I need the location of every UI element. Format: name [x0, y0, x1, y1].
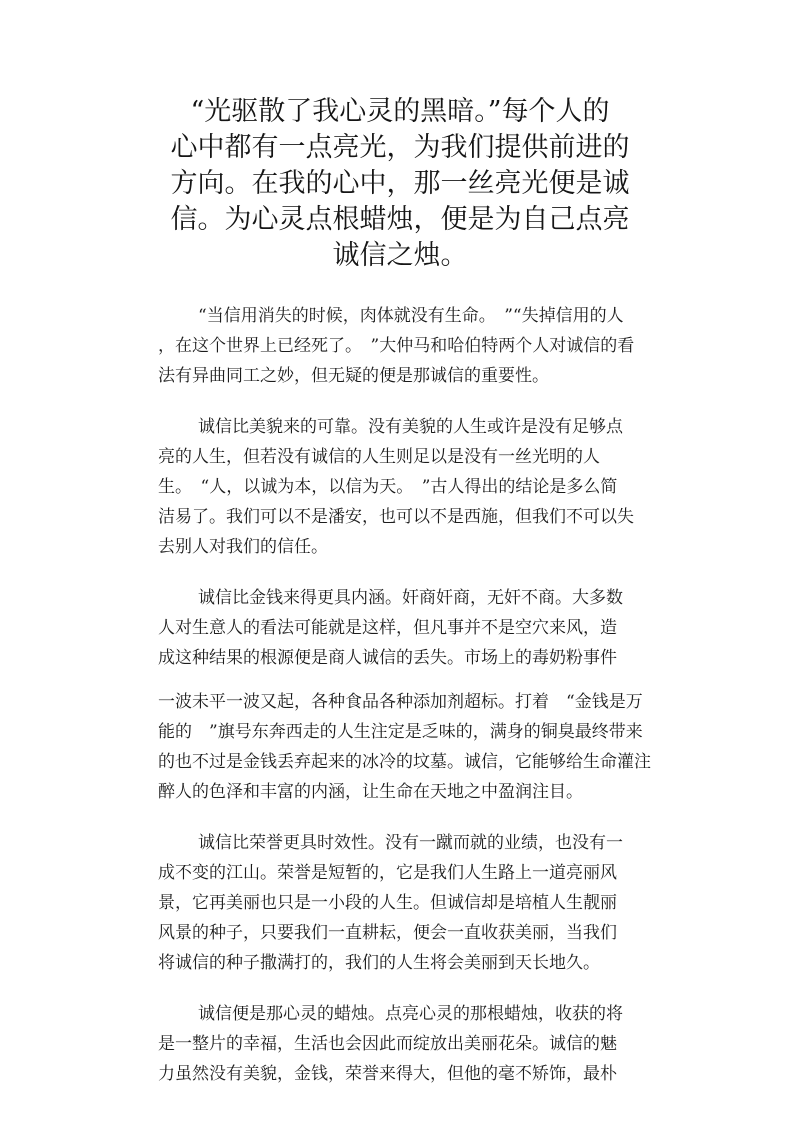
text-line: 能的 ”旗号东奔西走的人生注定是乏味的，满身的铜臭最终带来 — [158, 722, 643, 742]
heading-line: “光驱散了我心灵的黑暗。”每个人的 — [190, 96, 610, 127]
text-line: 风景的种子，只要我们一直耕耘，便会一直收获美丽，当我们 — [158, 923, 617, 943]
text-line: 法有异曲同工之妙，但无疑的便是那诚信的重要性。 — [158, 366, 549, 386]
paragraph-beauty — [158, 412, 678, 562]
text-line: “当信用消失的时候，肉体就没有生命。 ”“失掉信用的人 — [198, 306, 624, 326]
heading-line: 心中都有一点亮光，为我们提供前进的 — [170, 132, 630, 163]
text-line: 将诚信的种子撒满打的，我们的人生将会美丽到天长地久。 — [158, 953, 600, 973]
paragraph-money — [158, 583, 678, 807]
essay-body — [158, 301, 678, 1110]
text-line: 成不变的江山。荣誉是短暂的，它是我们人生路上一道亮丽风 — [158, 863, 617, 883]
essay-heading — [150, 94, 650, 274]
text-line: 诚信便是那心灵的蜡烛。点亮心灵的那根蜡烛，收获的将 — [198, 1004, 623, 1024]
heading-line: 信。为心灵点根蜡烛，便是为自己点亮 — [170, 204, 630, 235]
text-line: 一波未平一波又起，各种食品各种添加剂超标。打着 “金钱是万 — [158, 692, 643, 712]
text-line: 的也不过是金钱丢弃起来的冰冷的坟墓。诚信，它能够给生命灌注 — [158, 752, 651, 772]
text-line: 洁易了。我们可以不是潘安，也可以不是西施，但我们不可以失 — [158, 507, 634, 527]
text-line: 醉人的色泽和丰富的内涵，让生命在天地之中盈润注目。 — [158, 782, 583, 802]
text-line: 成这种结果的根源便是商人诚信的丢失。市场上的毒奶粉事件 — [158, 648, 617, 668]
text-line: 是一整片的幸福，生活也会因此而绽放出美丽花朵。诚信的魅 — [158, 1034, 617, 1054]
text-line: 力虽然没有美貌，金钱，荣誉来得大，但他的毫不矫饰，最朴 — [158, 1064, 617, 1084]
heading-line: 诚信之烛。 — [332, 240, 468, 271]
text-line: 诚信比荣誉更具时效性。没有一蹴而就的业绩，也没有一 — [198, 833, 623, 853]
text-line: 诚信比美貌来的可靠。没有美貌的人生或许是没有足够点 — [198, 417, 623, 437]
text-line: 去别人对我们的信任。 — [158, 537, 328, 557]
paragraph-candle — [158, 999, 678, 1089]
paragraph-quotes — [158, 301, 678, 391]
heading-line: 方向。在我的心中，那一丝亮光便是诚 — [170, 168, 630, 199]
text-line: 诚信比金钱来得更具内涵。奸商奸商，无奸不商。大多数 — [198, 588, 623, 608]
text-line: 生。 “人，以诚为本，以信为天。 ”古人得出的结论是多么简 — [158, 477, 618, 497]
text-line: 景，它再美丽也只是一小段的人生。但诚信却是培植人生靓丽 — [158, 893, 617, 913]
text-line: 亮的人生，但若没有诚信的人生则足以是没有一丝光明的人 — [158, 447, 600, 467]
text-line: 人对生意人的看法可能就是这样，但凡事并不是空穴来风，造 — [158, 618, 617, 638]
paragraph-honor — [158, 828, 678, 978]
text-line: ，在这个世界上已经死了。 ”大仲马和哈伯特两个人对诚信的看 — [158, 336, 635, 356]
